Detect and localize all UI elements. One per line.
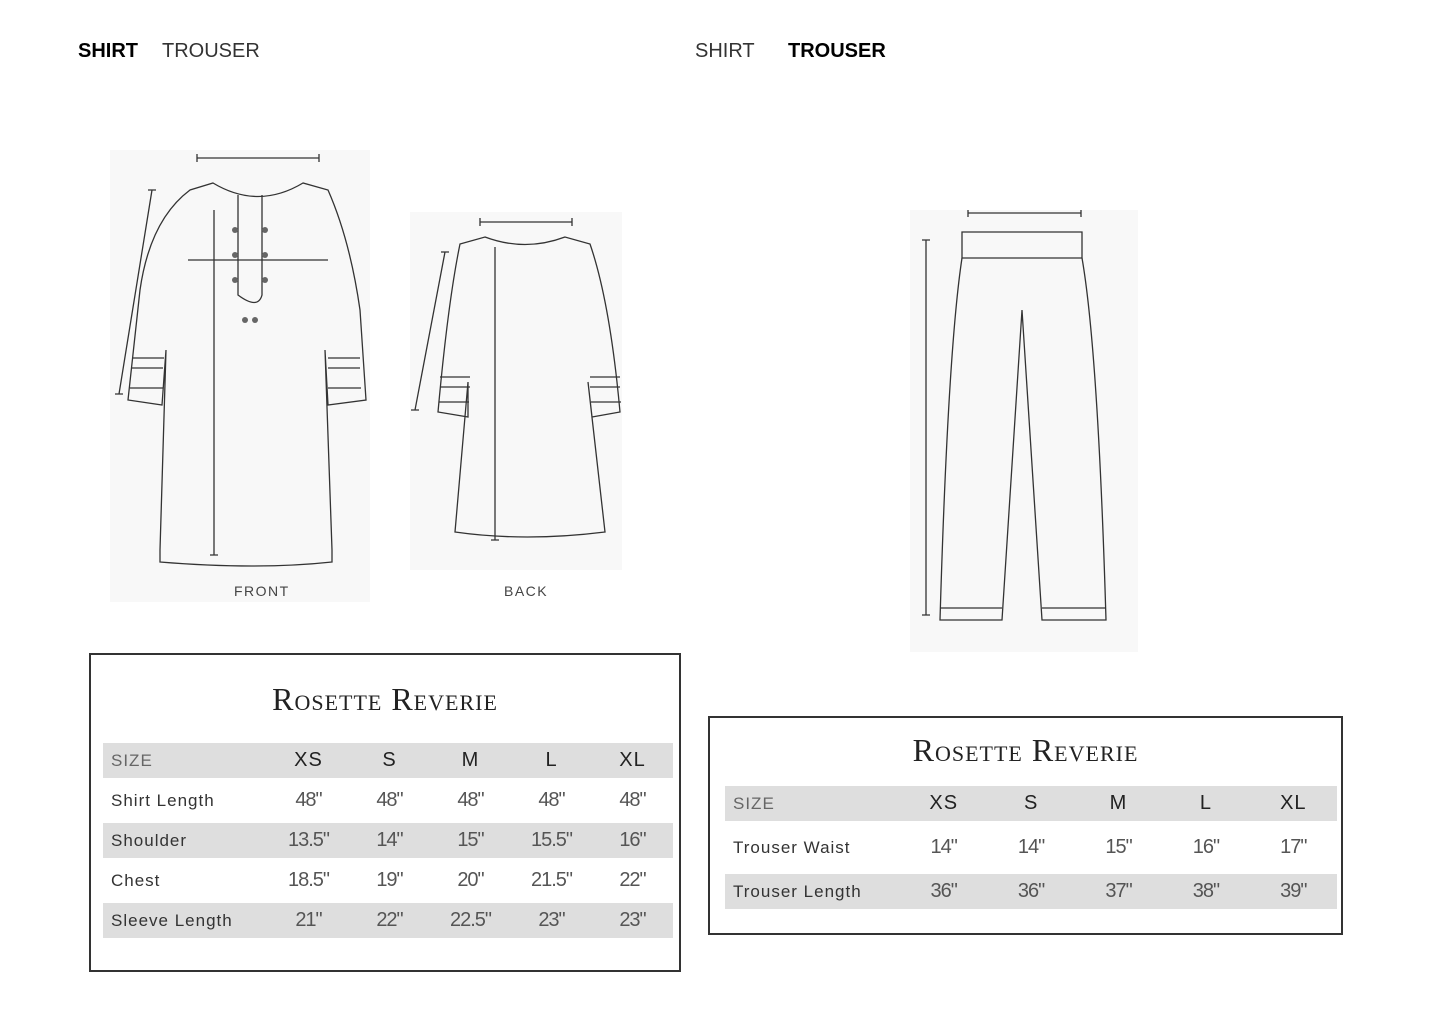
cell-value: 36" [930, 880, 957, 902]
cell-value: 48" [295, 789, 322, 811]
tab-trouser-left[interactable]: TROUSER [162, 40, 260, 62]
cell-value: 13.5" [287, 829, 330, 851]
table-header [725, 786, 1337, 821]
table-row [725, 874, 1337, 909]
cell-value: 22" [376, 909, 403, 931]
cell-value: 20" [457, 869, 484, 891]
cell-value: 16" [619, 829, 646, 851]
cell-value: XL [1280, 792, 1307, 814]
cell-value: 18.5" [287, 869, 330, 891]
cell-value: 14" [1017, 836, 1045, 858]
cell-value: 23" [538, 909, 565, 931]
cell-value: 21.5" [530, 869, 573, 891]
cell-value: 15" [457, 829, 484, 851]
cell-value: 22" [619, 869, 646, 891]
row-label: Chest [111, 870, 161, 890]
cell-value: 48" [376, 789, 403, 811]
cell-value: 15.5" [530, 829, 573, 851]
shirt-size-chart [89, 653, 681, 972]
row-label: Trouser Waist [733, 837, 851, 857]
trouser-chart-title: Rosette Reverie [912, 732, 1139, 768]
cell-value: S [1023, 792, 1039, 814]
cell-value: 39" [1280, 880, 1307, 902]
cell-value: 19" [376, 869, 403, 891]
tab-shirt-right[interactable]: SHIRT [695, 40, 755, 62]
cell-value: M [461, 749, 480, 771]
cell-value: M [1109, 792, 1128, 814]
cell-value: 16" [1192, 836, 1220, 858]
tab-trouser-right[interactable]: TROUSER [788, 40, 886, 62]
row-label: Shoulder [111, 830, 188, 850]
trouser-size-chart [708, 716, 1343, 935]
table-header [103, 743, 673, 778]
row-label: Shirt Length [111, 790, 215, 810]
cell-value: 48" [538, 789, 565, 811]
cell-value: L [545, 749, 558, 771]
table-row [103, 903, 673, 938]
row-label: SIZE [111, 750, 153, 770]
cell-value: 37" [1105, 880, 1132, 902]
cell-value: L [1199, 792, 1212, 814]
cell-value: 21" [295, 909, 322, 931]
trouser-drawing [910, 210, 1138, 652]
cell-value: 23" [619, 909, 646, 931]
cell-value: S [382, 749, 397, 771]
cell-value: 15" [1105, 836, 1132, 858]
tab-shirt-left[interactable]: SHIRT [78, 40, 138, 62]
row-label: Trouser Length [733, 881, 862, 901]
cell-value: XL [619, 749, 646, 771]
table-row [103, 783, 673, 818]
shirt-chart-title: Rosette Reverie [272, 681, 498, 717]
table-row [103, 863, 673, 898]
row-label: SIZE [733, 793, 775, 813]
cell-value: 38" [1192, 880, 1220, 902]
back-caption: BACK [504, 583, 549, 599]
cell-value: 14" [376, 829, 403, 851]
cell-value: 48" [457, 789, 484, 811]
cell-value: 22.5" [449, 909, 492, 931]
shirt-back-drawing [410, 212, 622, 570]
cell-value: 14" [930, 836, 957, 858]
cell-value: 48" [619, 789, 646, 811]
shirt-front-drawing [110, 150, 370, 602]
row-label: Sleeve Length [111, 910, 233, 930]
cell-value: XS [929, 792, 959, 814]
table-row [103, 823, 673, 858]
cell-value: XS [294, 749, 323, 771]
cell-value: 36" [1017, 880, 1045, 902]
table-row [725, 830, 1337, 865]
front-caption: FRONT [234, 583, 290, 599]
cell-value: 17" [1280, 836, 1307, 858]
